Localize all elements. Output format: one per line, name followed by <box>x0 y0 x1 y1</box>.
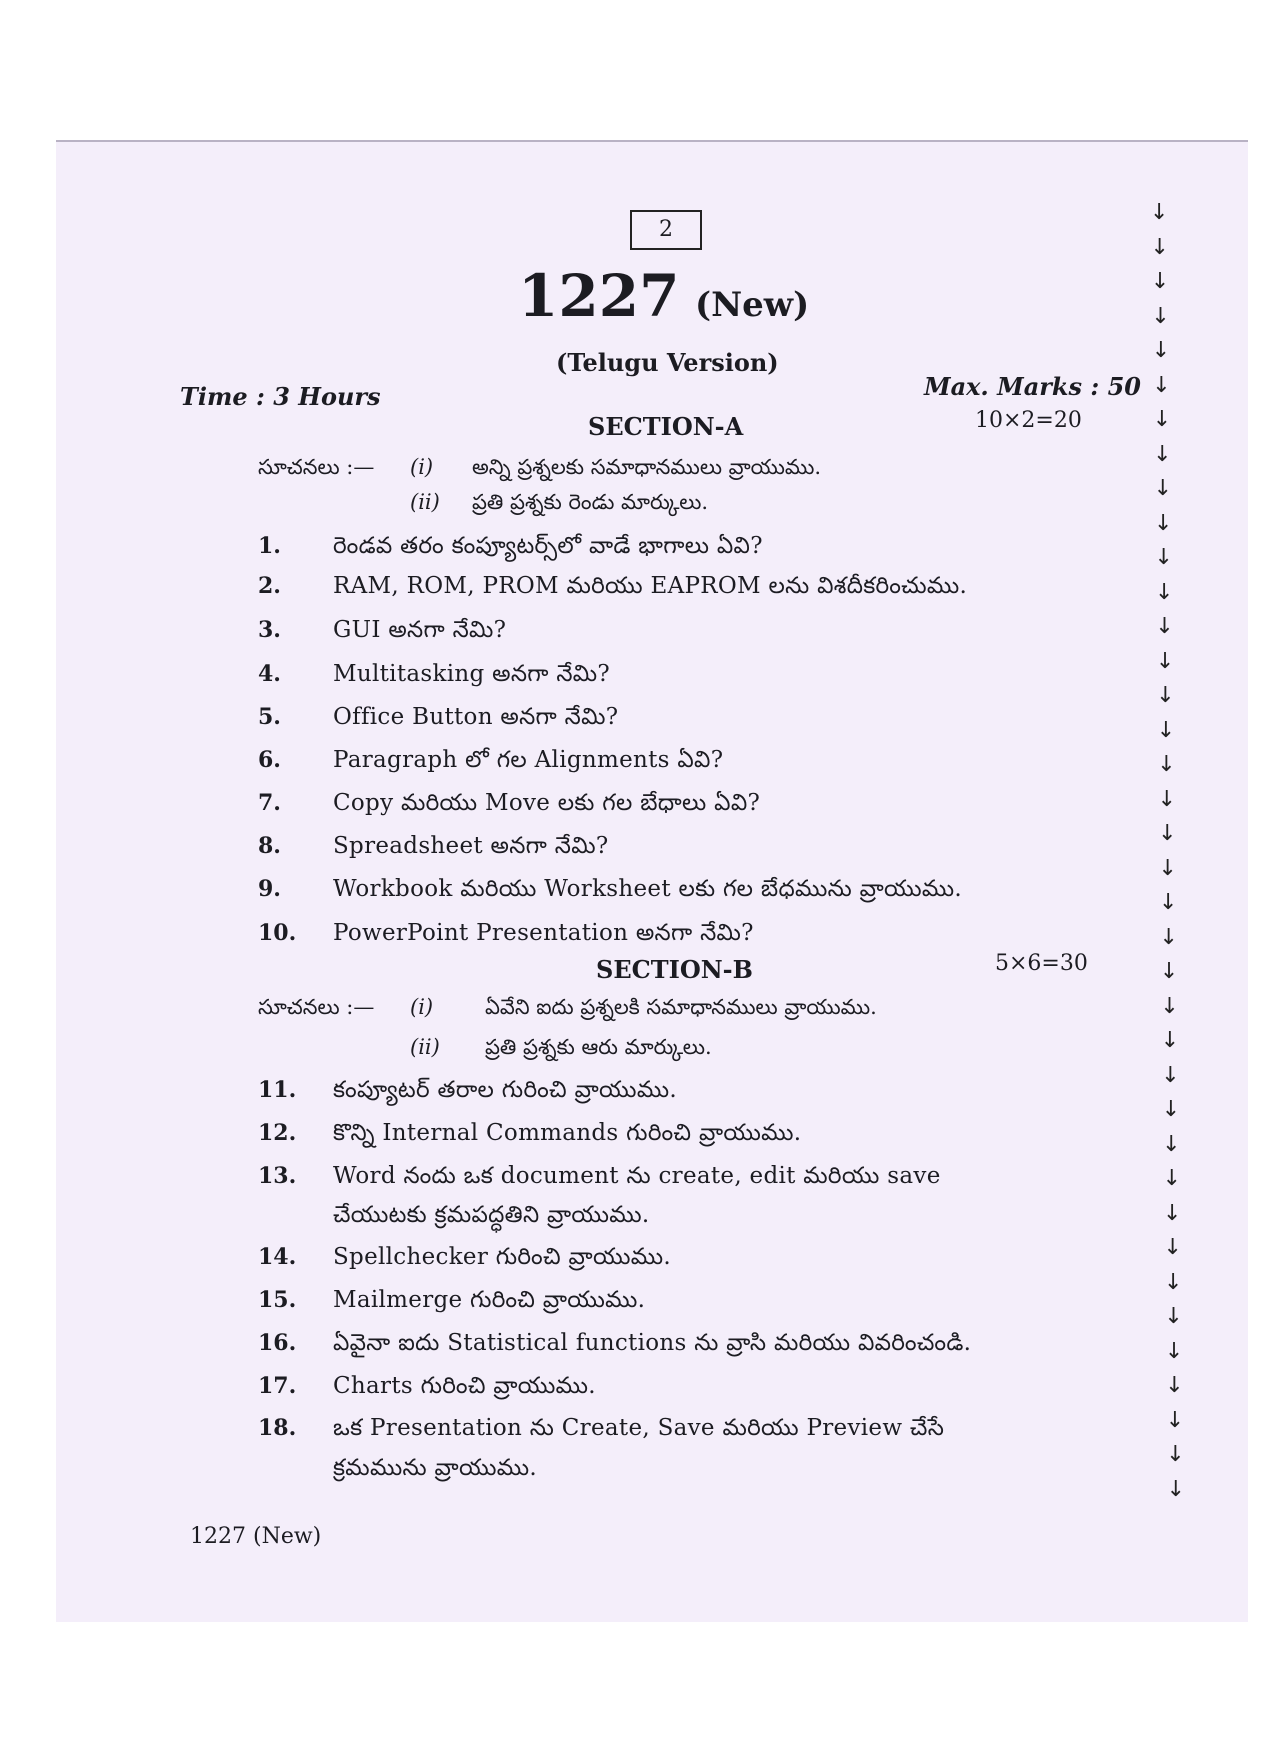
question-number: 4. <box>258 661 281 687</box>
question-number: 8. <box>258 833 281 859</box>
question-number: 16. <box>258 1330 297 1356</box>
question-text: రెండవ తరం కంప్యూటర్స్‌లో వాడే భాగాలు ఏవి? <box>333 533 763 559</box>
section-b-note-text: ఏవేని ఐదు ప్రశ్నలకి సమాధానములు వ్రాయుము. <box>485 995 877 1019</box>
version-label: (Telugu Version) <box>556 348 779 377</box>
question-text: కొన్ని Internal Commands గురించి వ్రాయుము. <box>333 1120 802 1146</box>
down-arrow-icon: ↓ <box>1159 959 1179 984</box>
down-arrow-icon: ↓ <box>1165 1373 1184 1398</box>
down-arrow-icon: ↓ <box>1162 1131 1181 1157</box>
question-number: 2. <box>258 573 281 599</box>
section-a-note-label: సూచనలు :— <box>258 455 375 479</box>
down-arrow-icon: ↓ <box>1154 545 1173 570</box>
down-arrow-icon: ↓ <box>1152 372 1171 398</box>
question-text: Copy మరియు Move లకు గల బేధాలు ఏవి? <box>333 790 761 816</box>
question-text: కంప్యూటర్ తరాల గురించి వ్రాయుము. <box>333 1077 678 1103</box>
section-a-title: SECTION-A <box>588 412 744 441</box>
question-text: Charts గురించి వ్రాయుము. <box>333 1373 596 1399</box>
down-arrow-icon: ↓ <box>1163 1269 1183 1295</box>
section-a-note-text: ప్రతి ప్రశ్నకు రెండు మార్కులు. <box>472 490 709 514</box>
paper-code-suffix: (New) <box>695 285 810 325</box>
question-text: Word నందు ఒక document ను create, edit మరియు save <box>333 1163 941 1189</box>
max-marks-label: Max. Marks : 50 <box>924 372 1142 401</box>
down-arrow-icon: ↓ <box>1151 338 1171 363</box>
paper-code: 1227 <box>518 262 680 330</box>
down-arrow-icon: ↓ <box>1156 683 1175 708</box>
down-arrow-icon: ↓ <box>1150 269 1170 294</box>
question-number: 1. <box>258 533 281 559</box>
down-arrow-icon: ↓ <box>1152 407 1172 432</box>
section-a-note-num: (ii) <box>410 490 440 514</box>
section-b-note-label: సూచనలు :— <box>258 995 375 1019</box>
down-arrow-icon: ↓ <box>1157 752 1176 777</box>
down-arrow-icon: ↓ <box>1154 510 1173 536</box>
down-arrow-icon: ↓ <box>1162 1166 1182 1191</box>
down-arrow-icon: ↓ <box>1163 1200 1182 1226</box>
section-a-note-text: అన్ని ప్రశ్నలకు సమాధానములు వ్రాయుము. <box>472 455 822 479</box>
down-arrow-icon: ↓ <box>1160 993 1179 1019</box>
down-arrow-icon: ↓ <box>1150 200 1169 225</box>
down-arrow-icon: ↓ <box>1161 1062 1180 1088</box>
down-arrow-icon: ↓ <box>1155 648 1175 674</box>
down-arrow-icon: ↓ <box>1158 855 1177 881</box>
question-number: 12. <box>258 1120 297 1146</box>
question-text: ఒక Presentation ను Create, Save మరియు Preview చేసే <box>333 1415 945 1441</box>
down-arrow-icon: ↓ <box>1164 1304 1183 1329</box>
down-arrow-icon: ↓ <box>1159 924 1178 950</box>
down-arrow-icon: ↓ <box>1166 1476 1186 1502</box>
question-text: Spellchecker గురించి వ్రాయుము. <box>333 1244 671 1270</box>
question-number: 9. <box>258 876 281 902</box>
down-arrow-icon: ↓ <box>1156 717 1176 743</box>
section-a-marks: 10×2=20 <box>975 408 1082 433</box>
down-arrow-icon: ↓ <box>1165 1407 1185 1433</box>
question-number: 3. <box>258 617 281 643</box>
down-arrow-icon: ↓ <box>1153 441 1172 467</box>
question-number: 15. <box>258 1287 297 1313</box>
question-text: Workbook మరియు Worksheet లకు గల బేధమును వ్రాయుము. <box>333 876 963 902</box>
section-b-marks: 5×6=30 <box>995 951 1088 976</box>
question-number: 13. <box>258 1163 297 1189</box>
footer-code: 1227 (New) <box>190 1524 322 1549</box>
down-arrow-icon: ↓ <box>1151 303 1170 329</box>
down-arrow-icon: ↓ <box>1154 579 1174 605</box>
question-text: ఏవైనా ఐదు Statistical functions ను వ్రాసి మరియు వివరించండి. <box>333 1330 972 1356</box>
down-arrow-icon: ↓ <box>1163 1235 1182 1260</box>
down-arrow-icon: ↓ <box>1161 1097 1181 1122</box>
question-text: RAM, ROM, PROM మరియు EAPROM లను విశదీకరించుము. <box>333 573 968 599</box>
section-b-note-num: (i) <box>410 995 434 1019</box>
down-arrow-icon: ↓ <box>1157 786 1177 812</box>
question-text: Multitasking అనగా నేమి? <box>333 661 611 687</box>
question-text: Paragraph లో గల Alignments ఏవి? <box>333 747 724 773</box>
time-label: Time : 3 Hours <box>180 382 381 411</box>
down-arrow-icon: ↓ <box>1158 821 1177 846</box>
question-number: 7. <box>258 790 281 816</box>
page-number-box: 2 <box>630 210 702 250</box>
down-arrow-icon: ↓ <box>1159 890 1178 915</box>
down-arrow-icon: ↓ <box>1160 1028 1180 1053</box>
question-number: 17. <box>258 1373 297 1399</box>
question-text: Mailmerge గురించి వ్రాయుము. <box>333 1287 646 1313</box>
question-text-continued: క్రమమును వ్రాయుము. <box>333 1455 537 1481</box>
question-text: Office Button అనగా నేమి? <box>333 704 619 730</box>
question-text: PowerPoint Presentation అనగా నేమి? <box>333 920 754 946</box>
question-number: 11. <box>258 1077 297 1103</box>
question-number: 5. <box>258 704 281 730</box>
question-text: GUI అనగా నేమి? <box>333 617 507 643</box>
question-number: 10. <box>258 920 297 946</box>
down-arrow-icon: ↓ <box>1150 234 1169 260</box>
section-b-title: SECTION-B <box>596 955 753 984</box>
down-arrow-icon: ↓ <box>1153 476 1173 501</box>
question-text-continued: చేయుటకు క్రమపద్ధతిని వ్రాయుము. <box>333 1202 650 1228</box>
section-b-note-text: ప్రతి ప్రశ్నకు ఆరు మార్కులు. <box>485 1035 712 1059</box>
section-a-note-num: (i) <box>410 455 434 479</box>
question-text: Spreadsheet అనగా నేమి? <box>333 833 609 859</box>
question-number: 18. <box>258 1415 297 1441</box>
section-b-note-num: (ii) <box>410 1035 440 1059</box>
question-number: 6. <box>258 747 281 773</box>
down-arrow-icon: ↓ <box>1155 614 1174 639</box>
down-arrow-icon: ↓ <box>1164 1338 1184 1364</box>
down-arrow-icon: ↓ <box>1166 1442 1185 1467</box>
question-number: 14. <box>258 1244 297 1270</box>
